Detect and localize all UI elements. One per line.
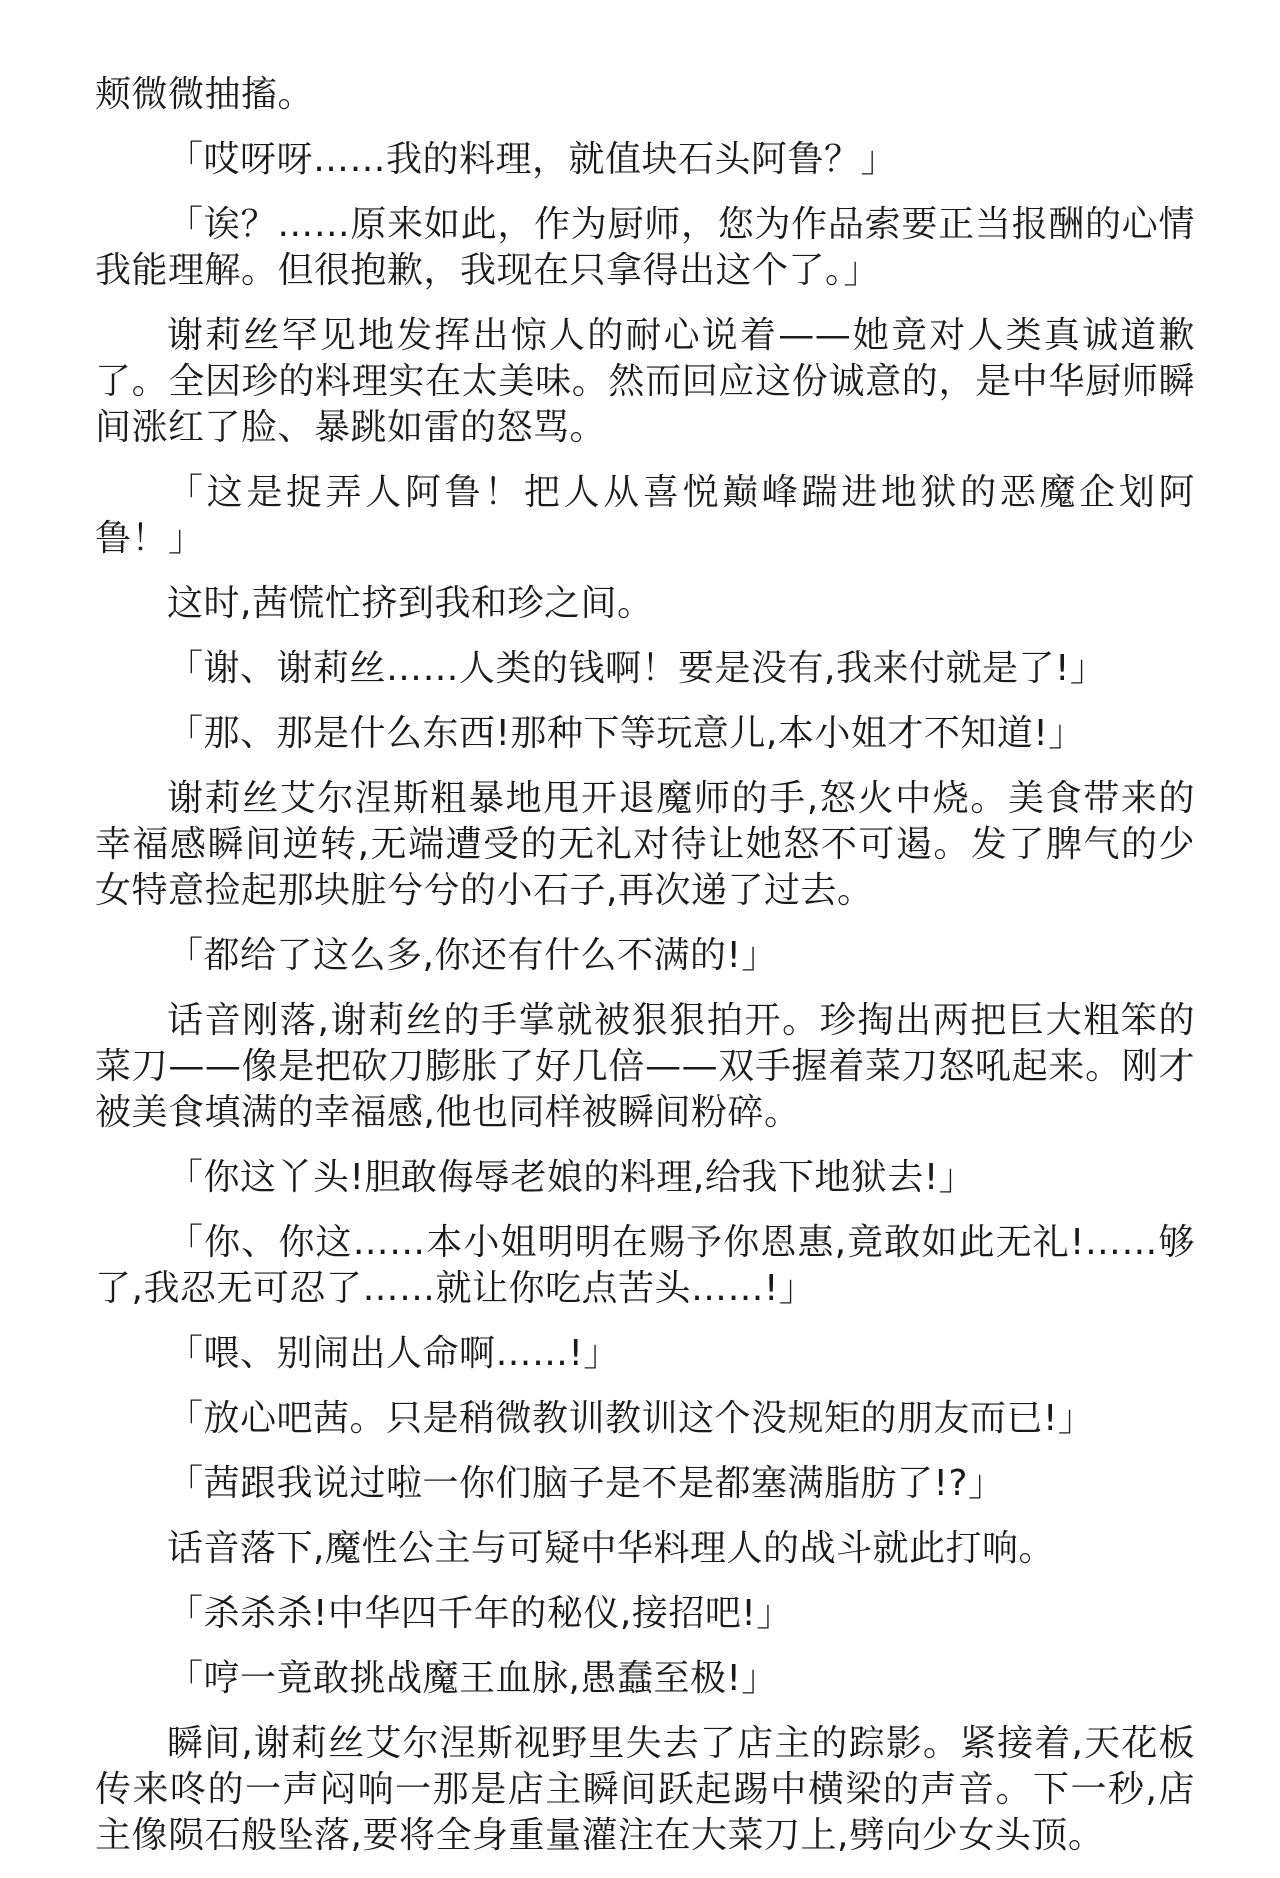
- paragraph: 谢莉丝艾尔涅斯粗暴地甩开退魔师的手,怒火中烧。美食带来的幸福感瞬间逆转,无端遭受的无礼对待让她怒不可遏。发了脾气的少女特意捡起那块脏兮兮的小石子,再次递了过去。: [95, 778, 1195, 911]
- paragraph: 这时,茜慌忙挤到我和珍之间。: [167, 583, 654, 624]
- paragraph: 「都给了这么多,你还有什么不满的!」: [167, 935, 778, 976]
- body-text: [95, 72, 1195, 1878]
- paragraph: 「诶？……原来如此，作为厨师，您为作品索要正当报酬的心情我能理解。但很抱歉，我现在只拿得出这个了。」: [95, 204, 1195, 291]
- paragraph: 「喂、别闹出人命啊……!」: [167, 1333, 620, 1374]
- paragraph: 话音落下,魔性公主与可疑中华料理人的战斗就此打响。: [167, 1528, 1055, 1569]
- paragraph: 话音刚落,谢莉丝的手掌就被狠狠拍开。珍掏出两把巨大粗笨的菜刀——像是把砍刀膨胀了好几倍——双手握着菜刀怒吼起来。刚才被美食填满的幸福感,他也同样被瞬间粉碎。: [95, 1000, 1195, 1133]
- paragraph: 「那、那是什么东西!那种下等玩意儿,本小姐才不知道!」: [167, 713, 1085, 754]
- paragraph: 「谢、谢莉丝……人类的钱啊！要是没有,我来付就是了!」: [167, 648, 1107, 689]
- paragraph: 谢莉丝罕见地发挥出惊人的耐心说着——她竟对人类真诚道歉了。全因珍的料理实在太美味。然而回应这份诚意的，是中华厨师瞬间涨红了脸、暴跳如雷的怒骂。: [95, 315, 1195, 448]
- paragraph: 「你、你这……本小姐明明在赐予你恩惠,竟敢如此无礼!……够了,我忍无可忍了……就让你吃点苦头……!」: [95, 1222, 1195, 1309]
- paragraph: 「这是捉弄人阿鲁！把人从喜悦巅峰踹进地狱的恶魔企划阿鲁！」: [95, 472, 1195, 559]
- paragraph: 「放心吧茜。只是稍微教训教训这个没规矩的朋友而已!」: [167, 1398, 1095, 1439]
- paragraph: 「你这丫头!胆敢侮辱老娘的料理,给我下地狱去!」: [167, 1157, 976, 1198]
- paragraph: 颊微微抽搐。: [95, 74, 315, 115]
- paragraph: 「哼一竟敢挑战魔王血脉,愚蠢至极!」: [167, 1658, 778, 1699]
- paragraph: 瞬间,谢莉丝艾尔涅斯视野里失去了店主的踪影。紧接着,天花板传来咚的一声闷响一那是店主瞬间跃起踢中横梁的声音。下一秒,店主像陨石般坠落,要将全身重量灌注在大菜刀上,劈向少女头顶。: [95, 1723, 1195, 1856]
- paragraph: 「哎呀呀……我的料理，就值块石头阿鲁？」: [167, 139, 898, 180]
- paragraph: 「杀杀杀!中华四千年的秘仪,接招吧!」: [167, 1593, 793, 1634]
- paragraph: 「茜跟我说过啦一你们脑子是不是都塞满脂肪了!?」: [167, 1463, 1005, 1504]
